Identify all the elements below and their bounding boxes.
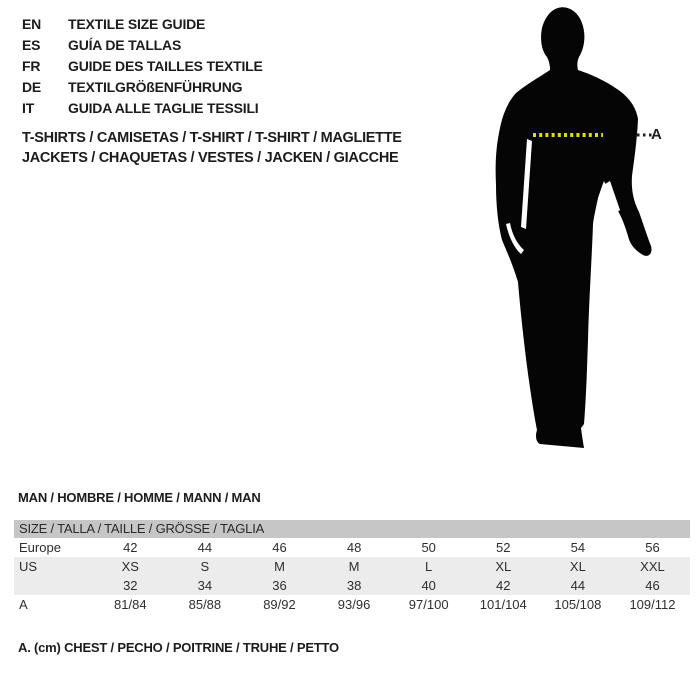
table-cell: XL <box>569 559 586 574</box>
table-cell: XXL <box>640 559 665 574</box>
table-cell: M <box>274 559 285 574</box>
row-label: A <box>19 597 28 612</box>
man-silhouette-svg <box>480 0 700 470</box>
man-silhouette <box>496 7 652 448</box>
table-cell: 44 <box>570 578 586 593</box>
table-cell: XL <box>495 559 512 574</box>
table-cell: 109/112 <box>629 597 676 612</box>
table-cell: 101/104 <box>479 597 527 612</box>
language-row-de <box>22 77 263 98</box>
measurement-label-a: A <box>651 126 662 143</box>
language-code: DE <box>22 79 42 95</box>
language-code: ES <box>22 37 41 53</box>
table-cell: 89/92 <box>263 597 296 612</box>
table-cell: 38 <box>346 578 362 593</box>
table-cell: XS <box>121 559 139 574</box>
table-row-us <box>14 557 690 576</box>
table-cell: L <box>425 559 433 574</box>
table-cell: 50 <box>421 540 436 555</box>
table-cell: S <box>200 559 210 574</box>
table-cell: 40 <box>421 578 436 593</box>
language-label: GUÍA DE TALLAS <box>68 37 182 53</box>
table-row-chest <box>14 595 690 614</box>
language-row-es <box>22 35 263 56</box>
language-code: IT <box>22 100 35 116</box>
language-code: EN <box>22 16 42 32</box>
table-cell: 46 <box>645 578 660 593</box>
language-row-en <box>22 14 263 35</box>
table-cell: 32 <box>123 578 138 593</box>
table-row-numeric <box>14 576 690 595</box>
table-cell: 105/108 <box>554 597 602 612</box>
language-label: GUIDE DES TAILLES TEXTILE <box>68 58 263 74</box>
table-cell: 36 <box>272 578 287 593</box>
table-cell: 44 <box>197 540 213 555</box>
language-code: FR <box>22 58 41 74</box>
row-label <box>14 576 93 595</box>
table-cell: 48 <box>346 540 362 555</box>
table-cell: M <box>348 559 360 574</box>
language-list <box>22 14 263 119</box>
table-cell: 93/96 <box>337 597 371 612</box>
table-cell: 42 <box>123 540 138 555</box>
table-cell: 52 <box>496 540 511 555</box>
section-title-man: MAN / HOMBRE / HOMME / MANN / MAN <box>18 490 261 505</box>
language-label: TEXTILE SIZE GUIDE <box>68 16 206 32</box>
table-cell: 85/88 <box>188 597 222 612</box>
table-cell: 97/100 <box>408 597 449 612</box>
language-label: GUIDA ALLE TAGLIE TESSILI <box>68 100 259 116</box>
language-label: TEXTILGRÖßENFÜHRUNG <box>68 79 243 95</box>
table-cell: 81/84 <box>114 597 147 612</box>
language-row-it <box>22 98 263 119</box>
table-cell: 56 <box>645 540 660 555</box>
size-table <box>14 520 690 614</box>
product-line-jackets: JACKETS / CHAQUETAS / VESTES / JACKEN / GIACCHE <box>22 149 399 166</box>
row-label: US <box>19 559 38 574</box>
chest-measurement-footnote: A. (cm) CHEST / PECHO / POITRINE / TRUHE / PETTO <box>18 640 339 655</box>
table-cell: 34 <box>197 578 213 593</box>
table-cell: 54 <box>570 540 586 555</box>
man-silhouette-figure <box>480 0 700 470</box>
product-categories <box>22 129 402 168</box>
size-table-header: SIZE / TALLA / TAILLE / GRÖSSE / TAGLIA <box>14 520 690 538</box>
table-row-europe <box>14 538 690 557</box>
product-line-tshirts: T-SHIRTS / CAMISETAS / T-SHIRT / T-SHIRT / MAGLIETTE <box>22 130 402 146</box>
table-cell: 42 <box>496 578 511 593</box>
language-row-fr <box>22 56 263 77</box>
row-label: Europe <box>19 540 61 555</box>
table-cell: 46 <box>272 540 287 555</box>
